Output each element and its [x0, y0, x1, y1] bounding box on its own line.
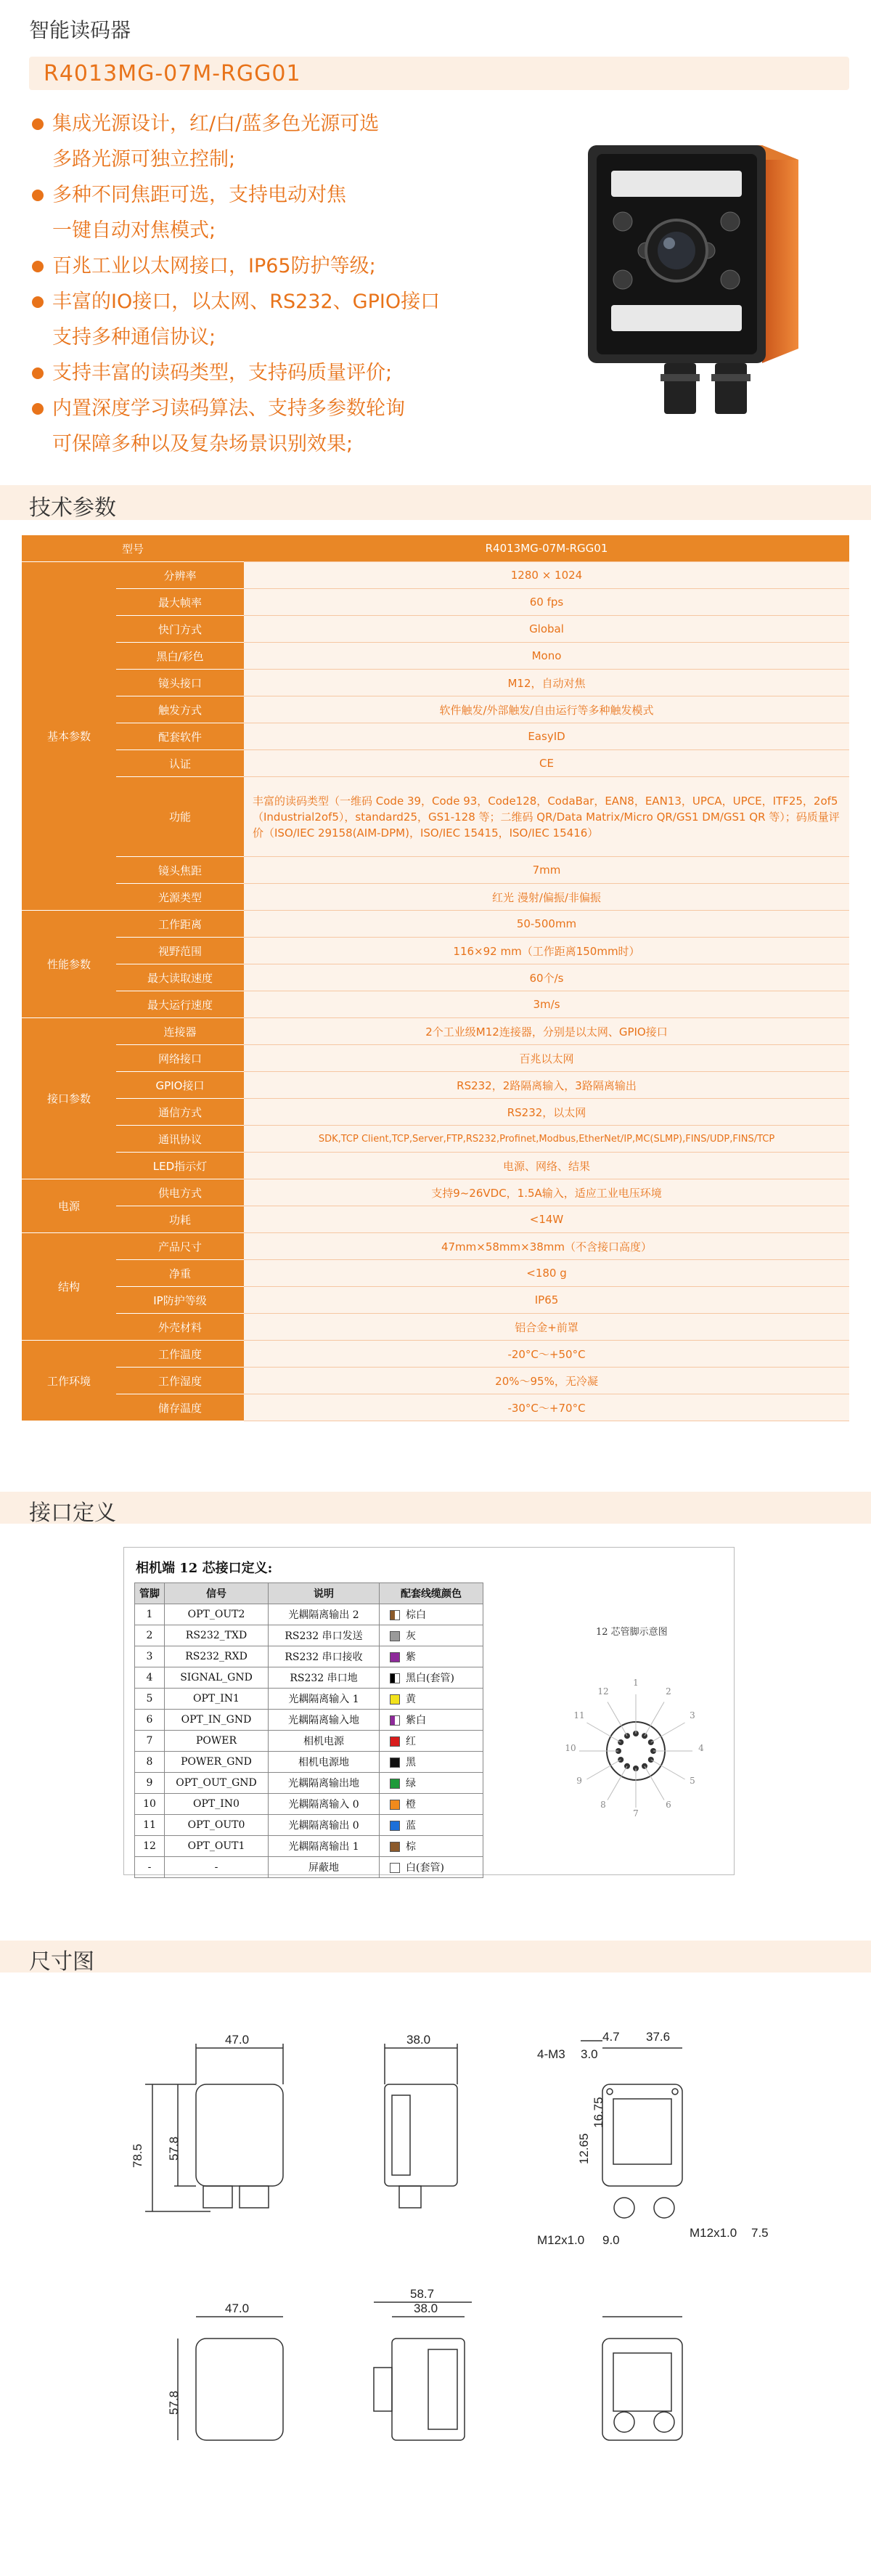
table-row	[22, 562, 849, 589]
spec-key: LED指示灯	[116, 1153, 244, 1179]
table-row	[135, 1857, 483, 1878]
table-row	[22, 777, 849, 857]
dim-connector-a: M12x1.0	[537, 2233, 585, 2247]
spec-key: 分辨率	[116, 562, 244, 589]
signal-description: 相机电源地	[269, 1752, 380, 1773]
table-row	[135, 1667, 483, 1689]
color-swatch-icon	[390, 1800, 400, 1810]
signal-description: 光耦隔离输入 1	[269, 1689, 380, 1710]
table-row	[22, 1394, 849, 1421]
cable-color-label: 灰	[406, 1630, 416, 1642]
table-row	[22, 884, 849, 911]
signal-name: -	[165, 1857, 269, 1878]
dim-pos-12: 12.65	[577, 2133, 591, 2164]
pin-label: 12	[597, 1686, 609, 1697]
cable-color	[380, 1815, 483, 1836]
signal-name: OPT_OUT_GND	[165, 1773, 269, 1794]
color-swatch-icon	[390, 1652, 400, 1662]
dim-width-2: 47.0	[225, 2301, 250, 2315]
spec-key: 最大读取速度	[116, 964, 244, 991]
signal-name: SIGNAL_GND	[165, 1667, 269, 1689]
spec-key: IP防护等级	[116, 1287, 244, 1314]
spec-key: 网络接口	[116, 1045, 244, 1072]
table-row	[22, 1287, 849, 1314]
cable-color	[380, 1794, 483, 1815]
pin-number: 12	[135, 1836, 165, 1857]
pin-label: 1	[633, 1678, 639, 1688]
pin-label: 8	[600, 1799, 606, 1810]
table-row	[135, 1815, 483, 1836]
spec-value: 7mm	[244, 857, 849, 884]
spec-key: 黑白/彩色	[116, 643, 244, 670]
cable-color-label: 棕	[406, 1841, 416, 1853]
dim-screw: 4-M3	[537, 2047, 565, 2061]
color-swatch-icon	[390, 1863, 400, 1873]
spec-value: Global	[244, 616, 849, 643]
dim-depth-2: 38.0	[414, 2301, 438, 2315]
spec-group: 电源	[22, 1179, 116, 1233]
spec-value: 百兆以太网	[244, 1045, 849, 1072]
spec-value: SDK,TCP Client,TCP,Server,FTP,RS232,Profinet,Modbus,EtherNet/IP,MC(SLMP),FINS/UDP,FINS/TCP	[244, 1126, 849, 1153]
spec-value: 20%～95%，无冷凝	[244, 1368, 849, 1394]
pin-number: 3	[135, 1646, 165, 1667]
cable-color	[380, 1836, 483, 1857]
table-row	[135, 1731, 483, 1752]
pin-label: 3	[690, 1710, 695, 1720]
model-number: R4013MG-07M-RGG01	[44, 61, 301, 86]
signal-name: OPT_IN1	[165, 1689, 269, 1710]
cable-color-label: 红	[406, 1736, 416, 1747]
table-row	[22, 1179, 849, 1206]
pin-label: 6	[666, 1799, 671, 1810]
table-row	[22, 1018, 849, 1045]
spec-group: 基本参数	[22, 562, 116, 911]
spec-key: 工作距离	[116, 911, 244, 938]
signal-name: POWER_GND	[165, 1752, 269, 1773]
section-band	[0, 1941, 871, 1972]
spec-key: 连接器	[116, 1018, 244, 1045]
pin-number: 4	[135, 1667, 165, 1689]
section-title-interface: 接口定义	[29, 1500, 116, 1526]
spec-value: M12，自动对焦	[244, 670, 849, 696]
pin-number: 9	[135, 1773, 165, 1794]
feature-item: 集成光源设计，红/白/蓝多色光源可选 多路光源可独立控制;	[29, 106, 552, 177]
signal-name: POWER	[165, 1731, 269, 1752]
section-band	[0, 1492, 871, 1524]
signal-name: OPT_OUT0	[165, 1815, 269, 1836]
table-row	[135, 1710, 483, 1731]
signal-description: 光耦隔离输出 1	[269, 1836, 380, 1857]
pin-label: 9	[576, 1776, 582, 1786]
dim-height: 57.8	[167, 2136, 181, 2161]
spec-key: 认证	[116, 750, 244, 777]
spec-key: 供电方式	[116, 1179, 244, 1206]
table-row	[22, 1045, 849, 1072]
cable-color	[380, 1752, 483, 1773]
table-row	[135, 1836, 483, 1857]
table-row	[22, 670, 849, 696]
spec-value: R4013MG-07M-RGG01	[244, 535, 849, 562]
pin-number: 7	[135, 1731, 165, 1752]
section-band	[0, 485, 871, 520]
cable-color-label: 棕白	[406, 1609, 426, 1621]
product-image	[581, 131, 820, 436]
table-row	[22, 964, 849, 991]
spec-value: EasyID	[244, 723, 849, 750]
spec-key: 工作湿度	[116, 1368, 244, 1394]
table-row	[135, 1583, 483, 1604]
section-title-specs: 技术参数	[29, 495, 116, 521]
dim-connector-b-depth: 7.5	[751, 2226, 769, 2240]
cable-color	[380, 1667, 483, 1689]
cable-color	[380, 1731, 483, 1752]
table-row	[135, 1773, 483, 1794]
pin-number: 6	[135, 1710, 165, 1731]
spec-key: 配套软件	[116, 723, 244, 750]
cable-color-label: 蓝	[406, 1820, 416, 1832]
feature-list	[29, 106, 552, 462]
spec-group: 接口参数	[22, 1018, 116, 1179]
spec-value: 1280 × 1024	[244, 562, 849, 589]
cable-color-label: 白(套管)	[406, 1862, 444, 1874]
spec-key: 视野范围	[116, 938, 244, 964]
table-row	[22, 643, 849, 670]
pin-label: 11	[573, 1710, 585, 1720]
spec-value: 2个工业级M12连接器，分别是以太网、GPIO接口	[244, 1018, 849, 1045]
dim-connector-a-depth: 9.0	[602, 2233, 620, 2247]
signal-name: OPT_IN0	[165, 1794, 269, 1815]
spec-key: GPIO接口	[116, 1072, 244, 1099]
spec-value: 50-500mm	[244, 911, 849, 938]
cable-color	[380, 1710, 483, 1731]
spec-key: 储存温度	[116, 1394, 244, 1421]
pin-diagram	[545, 1606, 727, 1867]
dim-screw-depth: 3.0	[581, 2047, 598, 2061]
spec-key: 镜头接口	[116, 670, 244, 696]
color-swatch-icon	[390, 1821, 400, 1831]
pin-number: 5	[135, 1689, 165, 1710]
signal-description: 相机电源	[269, 1731, 380, 1752]
table-row	[22, 1099, 849, 1126]
cable-color	[380, 1773, 483, 1794]
dim-hole-spacing: 37.6	[646, 2030, 671, 2044]
spec-value: Mono	[244, 643, 849, 670]
spec-key: 最大帧率	[116, 589, 244, 616]
table-row	[22, 991, 849, 1018]
pin-number: -	[135, 1857, 165, 1878]
spec-value: 60个/s	[244, 964, 849, 991]
feature-item: 百兆工业以太网接口，IP65防护等级;	[29, 248, 552, 284]
cable-color-label: 橙	[406, 1799, 416, 1811]
bullet-icon	[32, 367, 44, 379]
color-swatch-icon	[390, 1758, 400, 1768]
cable-color	[380, 1625, 483, 1646]
color-swatch-icon	[390, 1694, 400, 1705]
spec-value: 支持9~26VDC，1.5A输入，适应工业电压环境	[244, 1179, 849, 1206]
color-swatch-icon	[390, 1842, 400, 1852]
spec-group: 性能参数	[22, 911, 116, 1018]
pin-label: 10	[565, 1743, 576, 1753]
table-row	[22, 1314, 849, 1341]
spec-value: 红光 漫射/偏振/非偏振	[244, 884, 849, 911]
table-row	[135, 1752, 483, 1773]
signal-description: 光耦隔离输出地	[269, 1773, 380, 1794]
table-row	[22, 1233, 849, 1260]
pin-caption: 相机端 12 芯接口定义:	[136, 1561, 273, 1576]
spec-value: 铝合金+前罩	[244, 1314, 849, 1341]
section-title-dimensions: 尺寸图	[29, 1949, 94, 1975]
color-swatch-icon	[390, 1779, 400, 1789]
spec-value: <180 g	[244, 1260, 849, 1287]
spec-key: 产品尺寸	[116, 1233, 244, 1260]
signal-name: OPT_OUT2	[165, 1604, 269, 1625]
signal-name: OPT_IN_GND	[165, 1710, 269, 1731]
spec-key: 触发方式	[116, 696, 244, 723]
spec-key: 快门方式	[116, 616, 244, 643]
cable-color-label: 黄	[406, 1694, 416, 1705]
spec-value: 116×92 mm（工作距离150mm时）	[244, 938, 849, 964]
pin-label: 2	[666, 1686, 671, 1697]
spec-key: 镜头焦距	[116, 857, 244, 884]
spec-value: -30°C～+70°C	[244, 1394, 849, 1421]
signal-description: 光耦隔离输出 0	[269, 1815, 380, 1836]
table-row	[22, 750, 849, 777]
table-row	[22, 535, 849, 562]
cable-color-label: 紫	[406, 1651, 416, 1663]
feature-item: 支持丰富的读码类型，支持码质量评价;	[29, 355, 552, 391]
cable-color-label: 黑	[406, 1757, 416, 1768]
pin-number: 10	[135, 1794, 165, 1815]
cable-color-label: 绿	[406, 1778, 416, 1789]
table-row	[22, 723, 849, 750]
bullet-icon	[32, 190, 44, 201]
signal-name: RS232_TXD	[165, 1625, 269, 1646]
signal-description: RS232 串口接收	[269, 1646, 380, 1667]
pin-number: 8	[135, 1752, 165, 1773]
pin-definition-panel	[123, 1547, 735, 1875]
table-row	[135, 1794, 483, 1815]
spec-key: 光源类型	[116, 884, 244, 911]
spec-group: 工作环境	[22, 1341, 116, 1421]
signal-name: RS232_RXD	[165, 1646, 269, 1667]
cable-color	[380, 1689, 483, 1710]
spec-table	[22, 535, 849, 1421]
spec-key: 最大运行速度	[116, 991, 244, 1018]
signal-description: RS232 串口发送	[269, 1625, 380, 1646]
spec-value: 60 fps	[244, 589, 849, 616]
spec-value: 电源、网络、结果	[244, 1153, 849, 1179]
table-row	[22, 1072, 849, 1099]
table-row	[135, 1646, 483, 1667]
color-swatch-icon	[390, 1610, 400, 1620]
dim-offset: 4.7	[602, 2030, 620, 2044]
spec-value: 3m/s	[244, 991, 849, 1018]
table-row	[22, 911, 849, 938]
spec-key: 净重	[116, 1260, 244, 1287]
dim-connector-b: M12x1.0	[690, 2226, 737, 2240]
spec-value: 丰富的读码类型（一维码 Code 39，Code 93，Code128，CodaBar，EAN8，EAN13，UPCA，UPCE，ITF25，2of5（Industrial2of5），standard25，GS1-128 等；二维码 QR/Data Matrix/Micro QR/GS1 DM/GS1 QR 等）；码质量评价（ISO/IEC 29158(AIM-DPM)，ISO/IEC 15415，ISO/IEC 15416）	[244, 777, 849, 857]
bullet-icon	[32, 403, 44, 415]
color-swatch-icon	[390, 1736, 400, 1747]
dim-total-height: 78.5	[131, 2143, 144, 2168]
table-row	[22, 938, 849, 964]
spec-key: 通信方式	[116, 1099, 244, 1126]
pin-label: 5	[690, 1776, 695, 1786]
spec-key: 通讯协议	[116, 1126, 244, 1153]
dimension-drawing	[102, 2026, 798, 2549]
table-row	[22, 1126, 849, 1153]
spec-value: 软件触发/外部触发/自由运行等多种触发模式	[244, 696, 849, 723]
table-row	[135, 1625, 483, 1646]
bullet-icon	[32, 118, 44, 130]
signal-description: 光耦隔离输入地	[269, 1710, 380, 1731]
pin-number: 1	[135, 1604, 165, 1625]
feature-item: 多种不同焦距可选，支持电动对焦 一键自动对焦模式;	[29, 177, 552, 248]
spec-value: <14W	[244, 1206, 849, 1233]
table-row	[22, 616, 849, 643]
cable-color	[380, 1646, 483, 1667]
table-row	[22, 696, 849, 723]
cable-color	[380, 1857, 483, 1878]
dim-depth-total: 58.7	[410, 2287, 435, 2301]
spec-value: RS232，以太网	[244, 1099, 849, 1126]
signal-description: 屏蔽地	[269, 1857, 380, 1878]
table-row	[22, 1368, 849, 1394]
signal-description: RS232 串口地	[269, 1667, 380, 1689]
color-swatch-icon	[390, 1631, 400, 1641]
spec-value: 47mm×58mm×38mm（不含接口高度）	[244, 1233, 849, 1260]
signal-description: 光耦隔离输出 2	[269, 1604, 380, 1625]
spec-key: 功能	[116, 777, 244, 857]
table-row	[22, 1206, 849, 1233]
spec-key: 型号	[22, 535, 244, 562]
table-row	[22, 1260, 849, 1287]
color-swatch-icon	[390, 1715, 400, 1726]
cable-color-label: 紫白	[406, 1715, 426, 1726]
page-title: 智能读码器	[29, 18, 131, 42]
pin-number: 11	[135, 1815, 165, 1836]
table-row	[135, 1689, 483, 1710]
column-header: 管脚	[135, 1583, 165, 1604]
spec-value: RS232，2路隔离输入，3路隔离输出	[244, 1072, 849, 1099]
pin-number: 2	[135, 1625, 165, 1646]
dim-pos-16: 16.75	[592, 2097, 605, 2128]
feature-item: 丰富的IO接口，以太网、RS232、GPIO接口 支持多种通信协议;	[29, 284, 552, 355]
signal-description: 光耦隔离输入 0	[269, 1794, 380, 1815]
cable-color	[380, 1604, 483, 1625]
spec-value: -20°C～+50°C	[244, 1341, 849, 1368]
bullet-icon	[32, 261, 44, 272]
bullet-icon	[32, 296, 44, 308]
pin-label: 4	[698, 1743, 704, 1753]
table-row	[22, 1153, 849, 1179]
column-header: 信号	[165, 1583, 269, 1604]
cable-color-label: 黑白(套管)	[406, 1673, 454, 1684]
table-row	[22, 1341, 849, 1368]
spec-value: CE	[244, 750, 849, 777]
pin-label: 7	[633, 1808, 639, 1819]
spec-key: 外壳材料	[116, 1314, 244, 1341]
pin-diagram-title: 12 芯管脚示意图	[596, 1627, 668, 1638]
table-row	[22, 589, 849, 616]
signal-name: OPT_OUT1	[165, 1836, 269, 1857]
pin-table	[134, 1582, 483, 1878]
spec-key: 工作温度	[116, 1341, 244, 1368]
color-swatch-icon	[390, 1673, 400, 1683]
spec-group: 结构	[22, 1233, 116, 1341]
column-header: 说明	[269, 1583, 380, 1604]
spec-value: IP65	[244, 1287, 849, 1314]
dim-width: 47.0	[225, 2033, 250, 2047]
spec-key: 功耗	[116, 1206, 244, 1233]
feature-item: 内置深度学习读码算法、支持多参数轮询 可保障多种以及复杂场景识别效果;	[29, 391, 552, 462]
table-row	[135, 1604, 483, 1625]
column-header: 配套线缆颜色	[380, 1583, 483, 1604]
table-row	[22, 857, 849, 884]
dim-depth: 38.0	[406, 2033, 431, 2047]
dim-height-2: 57.8	[167, 2390, 181, 2415]
